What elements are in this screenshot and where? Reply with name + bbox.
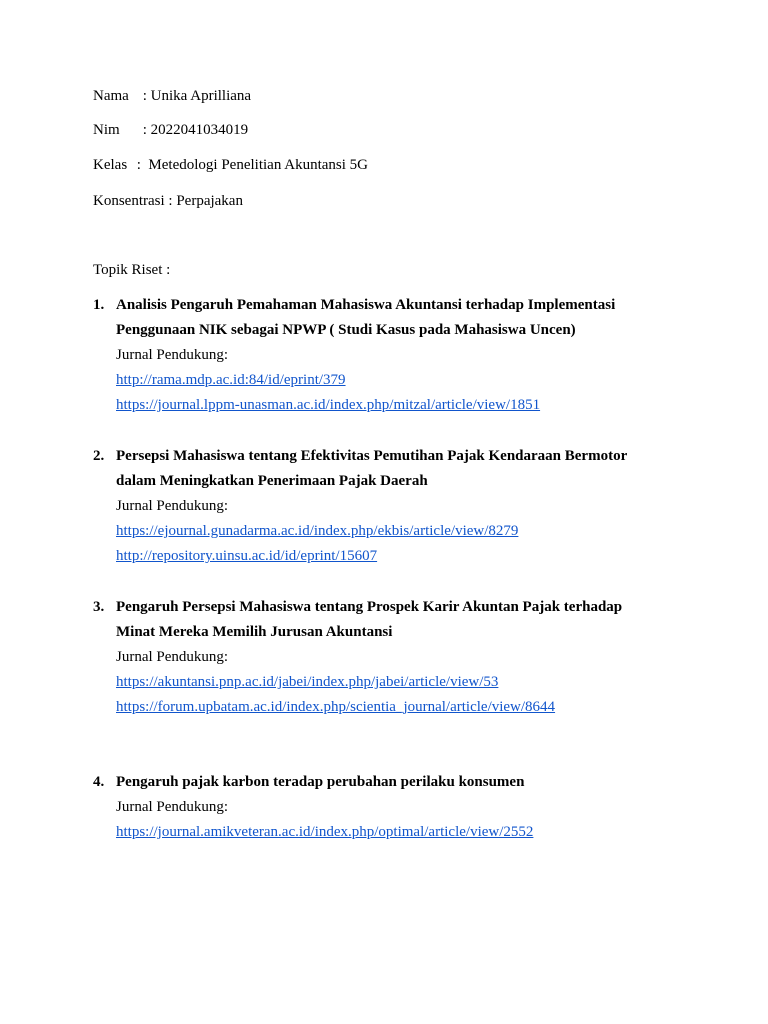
field-nim (93, 120, 248, 140)
field-nim-label: Nim (93, 122, 120, 138)
field-nama-value: Unika Aprilliana (150, 88, 252, 104)
topic-title-line: Analisis Pengaruh Pemahaman Mahasiswa Akuntansi terhadap Implementasi (116, 297, 616, 313)
topic-number: 3. (93, 599, 105, 615)
journal-link[interactable]: http://repository.uinsu.ac.id/id/eprint/15607 (116, 548, 378, 564)
field-nama-label: Nama (93, 88, 129, 104)
topics-heading: Topik Riset : (93, 262, 171, 278)
topic-title-line: dalam Meningkatkan Penerimaan Pajak Daerah (116, 473, 428, 489)
support-journal-label: Jurnal Pendukung: (116, 347, 229, 363)
journal-link[interactable]: https://journal.lppm-unasman.ac.id/index.php/mitzal/article/view/1851 (116, 397, 541, 413)
topic-body (116, 293, 673, 418)
topic-title-line: Persepsi Mahasiswa tentang Efektivitas Pemutihan Pajak Kendaraan Bermotor (116, 448, 628, 464)
journal-link[interactable]: https://forum.upbatam.ac.id/index.php/scientia_journal/article/view/8644 (116, 699, 556, 715)
journal-link[interactable]: http://rama.mdp.ac.id:84/id/eprint/379 (116, 372, 346, 388)
topic-number: 4. (93, 774, 105, 790)
support-journal-label: Jurnal Pendukung: (116, 498, 229, 514)
field-kelas-separator: : (133, 157, 149, 173)
support-journal-label: Jurnal Pendukung: (116, 799, 229, 815)
topic-number: 2. (93, 448, 105, 464)
journal-link[interactable]: https://journal.amikveteran.ac.id/index.php/optimal/article/view/2552 (116, 824, 534, 840)
field-konsentrasi-label: Konsentrasi (93, 193, 165, 209)
topic-title-line: Minat Mereka Memilih Jurusan Akuntansi (116, 624, 393, 640)
field-nim-value: 2022041034019 (150, 122, 249, 138)
field-nama (93, 86, 251, 106)
field-kelas (93, 155, 368, 175)
field-konsentrasi-separator: : (164, 193, 177, 209)
topic-body (116, 770, 673, 845)
topic-title-line: Penggunaan NIK sebagai NPWP ( Studi Kasus pada Mahasiswa Uncen) (116, 322, 576, 338)
field-nama-separator: : (139, 88, 151, 104)
field-nim-separator: : (139, 122, 151, 138)
topic-title-line: Pengaruh Persepsi Mahasiswa tentang Prospek Karir Akuntan Pajak terhadap (116, 599, 623, 615)
topic-number: 1. (93, 297, 105, 313)
journal-link[interactable]: https://ejournal.gunadarma.ac.id/index.php/ekbis/article/view/8279 (116, 523, 519, 539)
field-kelas-label: Kelas (93, 157, 128, 173)
topic-body (116, 444, 673, 569)
journal-link[interactable]: https://akuntansi.pnp.ac.id/jabei/index.php/jabei/article/view/53 (116, 674, 499, 690)
support-journal-label: Jurnal Pendukung: (116, 649, 229, 665)
topic-title-line: Pengaruh pajak karbon teradap perubahan perilaku konsumen (116, 774, 525, 790)
field-konsentrasi-value: Perpajakan (176, 193, 243, 209)
topic-body (116, 595, 673, 720)
field-kelas-value: Metedologi Penelitian Akuntansi 5G (148, 157, 368, 173)
field-konsentrasi (93, 191, 243, 211)
